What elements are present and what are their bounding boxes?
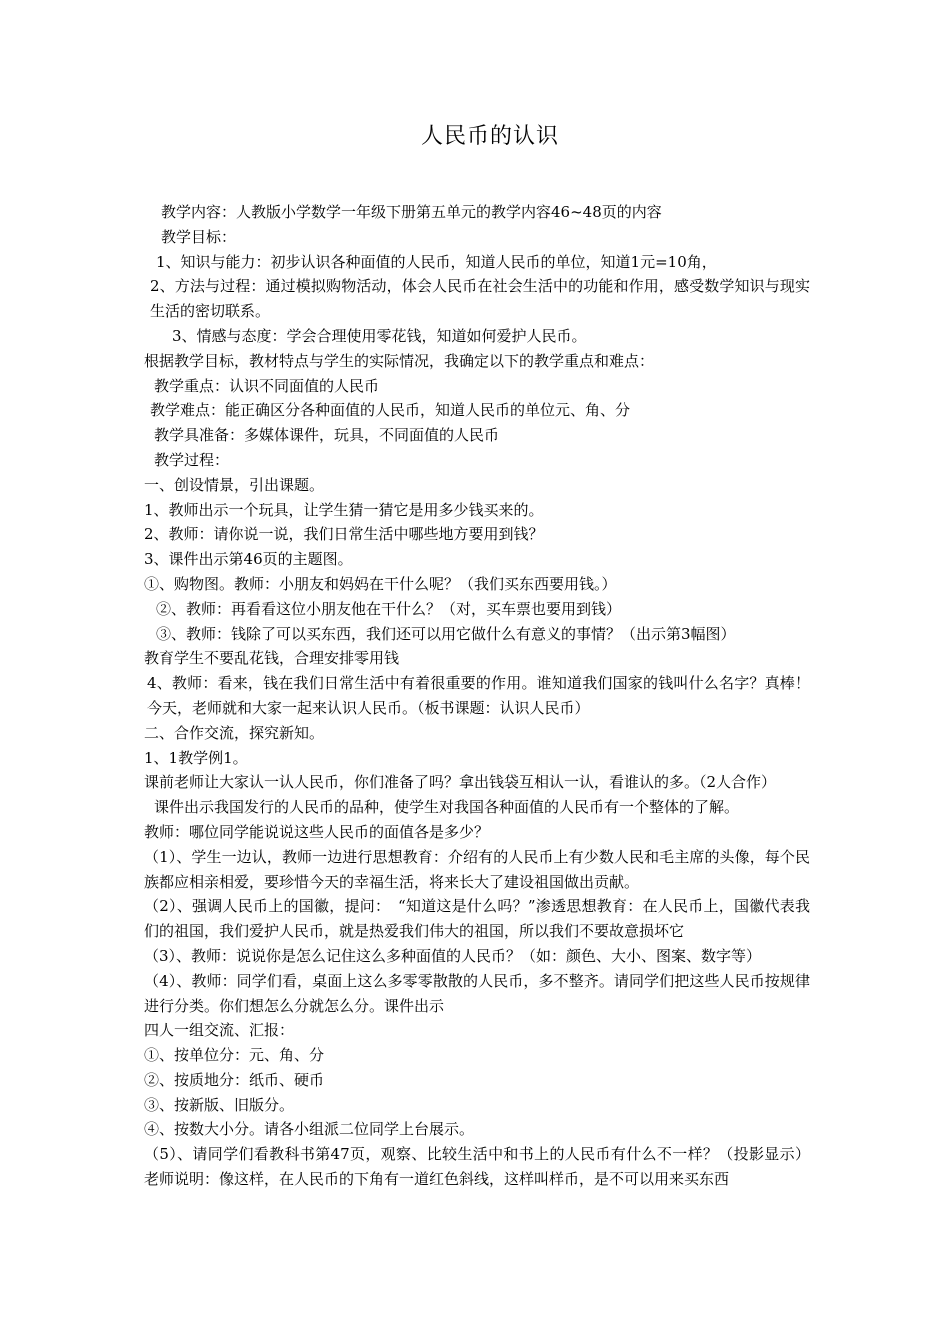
paragraph-teaching-content: 教学内容：人教版小学数学一年级下册第五单元的教学内容46~48页的内容 bbox=[161, 203, 662, 221]
paragraph-step-4: 4、教师：看来，钱在我们日常生活中有着很重要的作用。谁知道我们国家的钱叫什么名字？真棒！今天，老师就和大家一起来认识人民币。（板书课题：认识人民币） bbox=[147, 674, 810, 717]
section-heading-2: 二、合作交流，探究新知。 bbox=[144, 723, 325, 742]
paragraph-step-3: 3、课件出示第46页的主题图。 bbox=[144, 550, 353, 569]
section-heading-1: 一、创设情景，引出课题。 bbox=[144, 475, 325, 494]
paragraph-sort-unit: ①、按单位分：元、角、分 bbox=[144, 1046, 325, 1065]
paragraph-circle-1: ①、购物图。教师：小朋友和妈妈在干什么呢？（我们买东西要用钱。） bbox=[144, 574, 617, 593]
paragraph-item-2: （2）、强调人民币上的国徽，提问： “知道这是什么吗？”渗透思想教育：在人民币上，国徽代表我们的祖国，我们爱护人民币，就是热爱我们伟大的祖国，所以我们不要故意损坏它 bbox=[144, 897, 810, 941]
paragraph-teacher-question: 教师：哪位同学能说说这些人民币的面值各是多少？ bbox=[144, 822, 490, 841]
paragraph-key-point: 教学重点：认识不同面值的人民币 bbox=[154, 376, 380, 395]
paragraph-step-2: 2、教师：请你说一说，我们日常生活中哪些地方要用到钱？ bbox=[144, 525, 544, 544]
paragraph-circle-3: ③、教师：钱除了可以买东西，我们还可以用它做什么有意义的事情？（出示第3幅图） bbox=[156, 624, 736, 643]
paragraph-goal-method: 2、方法与过程：通过模拟购物活动，体会人民币在社会生活中的功能和作用，感受数学知识与现实生活的密切联系。 bbox=[150, 277, 810, 321]
paragraph-goal-knowledge: 1、知识与能力：初步认识各种面值的人民币，知道人民币的单位，知道1元=10角， bbox=[156, 252, 717, 271]
paragraph-sort-size: ④、按数大小分。请各小组派二位同学上台展示。 bbox=[144, 1120, 475, 1139]
document-body bbox=[144, 200, 810, 1192]
paragraph-step-1: 1、教师出示一个玩具，让学生猜一猜它是用多少钱买来的。 bbox=[144, 500, 544, 519]
paragraph-key-points-intro: 根据教学目标，教材特点与学生的实际情况，我确定以下的教学重点和难点： bbox=[144, 351, 655, 370]
paragraph-teaching-goals-heading: 教学目标： bbox=[161, 227, 237, 246]
paragraph-circle-2: ②、教师：再看看这位小朋友他在干什么？（对，买车票也要用到钱） bbox=[156, 599, 622, 618]
document-title: 人民币的认识 bbox=[420, 124, 559, 149]
paragraph-difficult-point: 教学难点：能正确区分各种面值的人民币，知道人民币的单位元、角、分 bbox=[150, 401, 631, 420]
paragraph-education: 教育学生不要乱花钱，合理安排零用钱 bbox=[144, 649, 400, 668]
paragraph-sort-material: ②、按质地分：纸币、硬币 bbox=[144, 1070, 325, 1089]
paragraph-courseware: 课件出示我国发行的人民币的品种，使学生对我国各种面值的人民币有一个整体的了解。 bbox=[154, 798, 740, 817]
paragraph-pair-work: 课前老师让大家认一认人民币，你们准备了吗？拿出钱袋互相认一认，看谁认的多。（2人合作） bbox=[144, 773, 777, 792]
paragraph-goal-attitude: 3、情感与态度：学会合理使用零花钱，知道如何爱护人民币。 bbox=[172, 326, 587, 345]
paragraph-materials: 教学具准备：多媒体课件，玩具，不同面值的人民币 bbox=[154, 426, 500, 445]
paragraph-item-4: （4）、教师：同学们看，桌面上这么多零零散散的人民币，多不整齐。请同学们把这些人民币按规律进行分类。你们想怎么分就怎么分。课件出示 bbox=[144, 971, 810, 1015]
paragraph-example-1: 1、1教学例1。 bbox=[144, 748, 248, 767]
paragraph-item-1: （1）、学生一边认，教师一边进行思想教育：介绍有的人民币上有少数人民和毛主席的头像，每个民族都应相亲相爱，要珍惜今天的幸福生活，将来长大了建设祖国做出贡献。 bbox=[144, 847, 810, 891]
paragraph-item-5: （5）、请同学们看教科书第47页，观察、比较生活中和书上的人民币有什么不一样？（投影显示）老师说明：像这样，在人民币的下角有一道红色斜线，这样叫样币，是不可以用来买东西 bbox=[144, 1145, 810, 1189]
paragraph-process-heading: 教学过程： bbox=[154, 450, 230, 469]
paragraph-sort-version: ③、按新版、旧版分。 bbox=[144, 1095, 295, 1114]
paragraph-item-3: （3）、教师：说说你是怎么记住这么多种面值的人民币？（如：颜色、大小、图案、数字等） bbox=[144, 946, 762, 965]
paragraph-group-report: 四人一组交流、汇报： bbox=[144, 1021, 295, 1040]
